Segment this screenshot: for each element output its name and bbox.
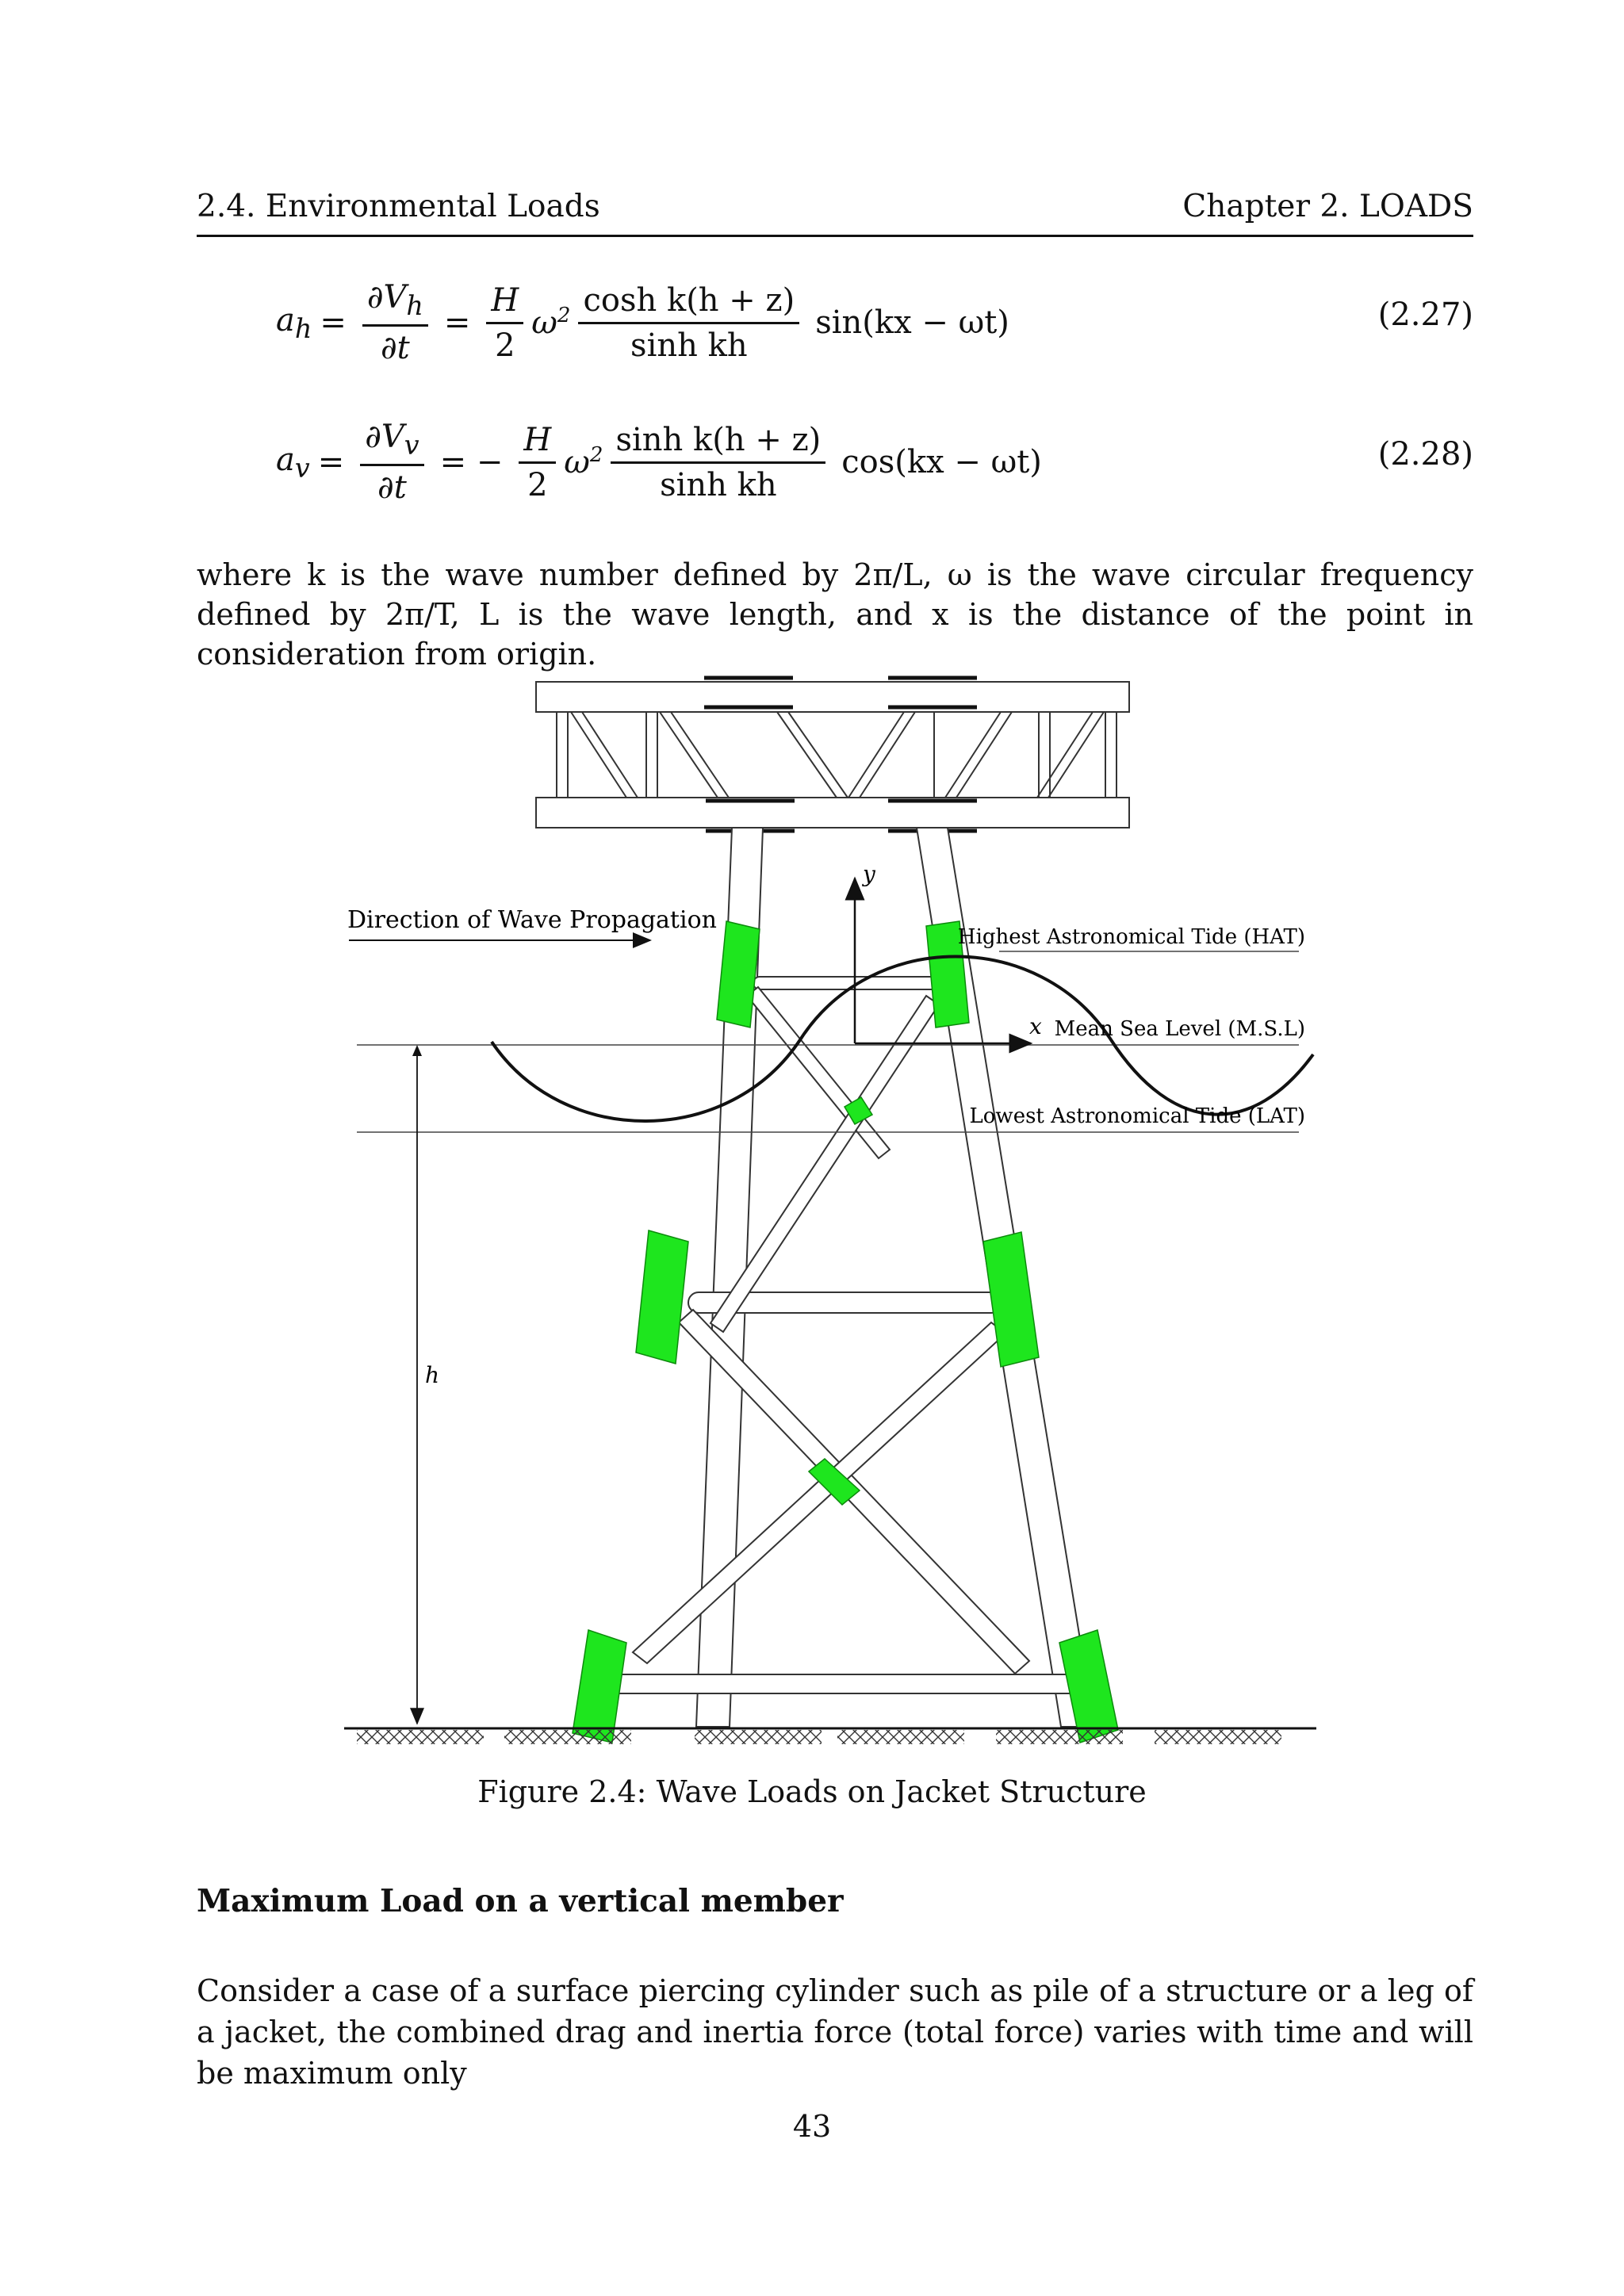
eq1-hyperbolic-ratio: $\frac{\text{cosh k(h + z)}}{\text{sinh kh}}$ (578, 282, 799, 364)
msl-label: Mean Sea Level (M.S.L) (1054, 1017, 1305, 1041)
depth-arrowhead-top (412, 1045, 422, 1056)
topside-deck (536, 682, 1129, 828)
eq2-height-ratio: $\frac{H}{2}$ (519, 422, 556, 503)
header-rule (197, 235, 1473, 237)
eq2-trig: cos(kx − ωt) (841, 444, 1042, 480)
eq1-trig: sin(kx − ωt) (815, 304, 1009, 341)
equation-2-28: $a_v$ = $\frac{\partial V_v}{\partial t}$ = − $\frac{H}{2}$ $\omega^2$ $\frac{\text{sinh k(h + z)}}{\text{sinh kh}}$ cos(kx − ωt) (2.28) (276, 419, 1473, 506)
running-head (197, 189, 1473, 236)
equation-2-27: $a_h$ = $\frac{\partial V_h}{\partial t}$ = $\frac{H}{2}$ $\omega^2$ $\frac{\text{cosh k(h + z)}}{\text{sinh kh}}$ sin(kx − ωt) (2.27) (276, 279, 1473, 366)
page-number: 43 (792, 2109, 832, 2144)
eq1-height-ratio: $\frac{H}{2}$ (486, 282, 523, 364)
hat-label: Highest Astronomical Tide (HAT) (957, 925, 1305, 949)
jacket-structure-figure (333, 666, 1332, 1744)
x-axis-label: x (1029, 1013, 1042, 1039)
lat-label: Lowest Astronomical Tide (LAT) (969, 1104, 1305, 1128)
eq1-derivative: $\frac{\partial V_h}{\partial t}$ (362, 279, 428, 366)
y-axis-label: y (863, 861, 875, 887)
equation-number: (2.28) (1377, 436, 1473, 473)
depth-label: h (425, 1362, 440, 1388)
eq2-derivative: $\frac{\partial V_v}{\partial t}$ (360, 419, 423, 506)
direction-label: Direction of Wave Propagation (347, 906, 717, 934)
paragraph-wave-number: where k is the wave number defined by 2π/L, ω is the wave circular frequency defined by 2π/T, L is the wave length, and x is the distance of the point in consideration from origin. (197, 557, 1473, 672)
figure-caption: Figure 2.4: Wave Loads on Jacket Structure (477, 1774, 1147, 1809)
header-section: 2.4. Environmental Loads (197, 189, 600, 224)
seabed-hatching (357, 1730, 1281, 1744)
eq2-hyperbolic-ratio: $\frac{\text{sinh k(h + z)}}{\text{sinh kh}}$ (611, 422, 825, 503)
eq1-lhs: $a_h$ (276, 301, 312, 344)
eq2-lhs: $a_v$ (276, 441, 310, 484)
header-chapter: Chapter 2. LOADS (1182, 189, 1473, 224)
section-heading: Maximum Load on a vertical member (197, 1883, 844, 1919)
equation-number: (2.27) (1377, 297, 1473, 333)
paragraph-max-load: Consider a case of a surface piercing cylinder such as pile of a structure or a leg of a jacket, the combined drag and inertia force (total force) varies with time and will be maximum only (197, 1973, 1473, 2091)
